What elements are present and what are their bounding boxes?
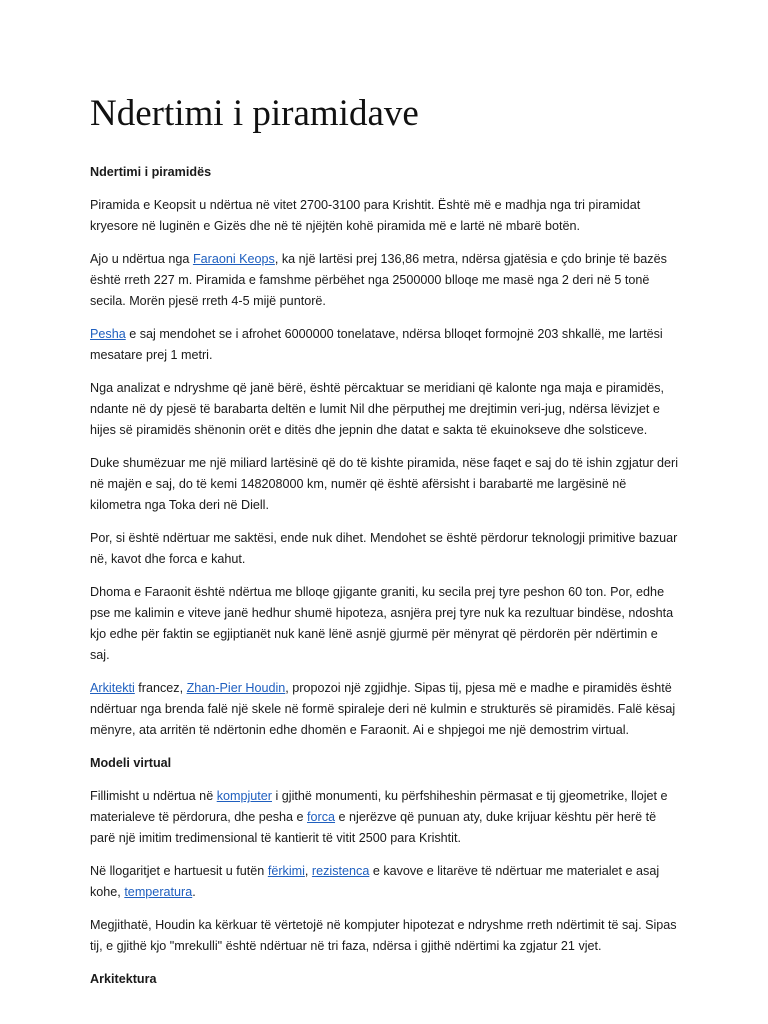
paragraph-calculations <box>90 861 680 903</box>
paragraph-pharaoh-chamber: Dhoma e Faraonit është ndërtua me blloqe gjigante graniti, ku secila prej tyre peshon 60 ton. Por, edhe pse me kalimin e viteve janë hedhur shumë hipoteza, asnjëra prej tyre nuk ka rezultuar bindëse, ndoshta kjo edhe për faktin se egjiptianët nuk kanë lënë asnjë gjurmë për mënyrat që përdorën për ndërtimin e saj. <box>90 585 674 662</box>
paragraph-meridian: Nga analizat e ndryshme që janë bërë, është përcaktuar se meridiani që kalonte nga maja e piramidës, ndante në dy pjesë të barabarta deltën e lumit Nil dhe përputhej me drejtimin veri-jug, ndërsa lëvizjet e hijes së piramidës shënonin orët e ditës dhe jepnin dhe datat e sakta të ekuinokseve dhe solsticeve. <box>90 381 665 437</box>
text-span: i gjithë monumenti, ku përfshiheshin përmasat e tij gjeometrike, llojet e materialeve të përdorura, dhe pesha e <box>90 789 668 824</box>
text-span: Në llogaritjet e hartuesit u futën <box>90 864 268 878</box>
paragraph-keops-dimensions <box>90 249 680 312</box>
section-heading-intro: Ndertimi i piramidës <box>90 165 212 179</box>
text-span: e kavove e litarëve të ndërtuar me materialet e asaj kohe, <box>90 864 660 899</box>
paragraph-technology: Por, si është ndërtuar me saktësi, ende nuk dihet. Mendohet se është përdorur teknologji primitive bazuar në, kavot dhe forca e kahut. <box>90 531 678 566</box>
link-rezistenca[interactable]: rezistenca <box>311 864 370 878</box>
text-span: Fillimisht u ndërtua në <box>90 789 217 803</box>
link-zhan-pier-houdin[interactable]: Zhan-Pier Houdin <box>186 681 286 695</box>
link-kompjuter[interactable]: kompjuter <box>216 789 272 803</box>
section-heading-arkitektura: Arkitektura <box>90 972 157 986</box>
paragraph-houdin-hypotheses: Megjithatë, Houdin ka kërkuar të vërtetojë në kompjuter hipotezat e ndryshme rreth ndërtimit të saj. Sipas tij, e gjithë kjo "mrekulli" është ndërtuar në tri faza, ndërsa i gjithë ndërtimi ka zgjatur 21 vjet. <box>90 918 677 953</box>
text-span: , propozoi një zgjidhje. Sipas tij, pjesa më e madhe e piramidës është ndërtuar nga brenda falë një skele në formë spiraleje deri në kulmin e strukturës së piramidës. Falë kësaj mënyre, ata arritën të ndërtonin edhe dhomën e Faraonit. Ai e shpjegoi me një demostrim virtual. <box>90 681 676 737</box>
section-heading-modeli-virtual: Modeli virtual <box>90 756 172 770</box>
text-span: Ajo u ndërtua nga <box>90 252 193 266</box>
paragraph-architect <box>90 678 680 741</box>
text-span: e njerëzve që punuan aty, duke krijuar kështu për herë të parë një imitim tredimensional të kantierit të vitit 2500 para Krishtit. <box>90 810 657 845</box>
link-forca[interactable]: forca <box>307 810 336 824</box>
document-body <box>90 162 680 1002</box>
link-faraoni-keops[interactable]: Faraoni Keops <box>192 252 275 266</box>
text-span: , <box>304 864 312 878</box>
text-span: . <box>192 885 196 899</box>
link-ferkimi[interactable]: fërkimi <box>267 864 305 878</box>
link-pesha[interactable]: Pesha <box>90 327 126 341</box>
link-temperatura[interactable]: temperatura <box>124 885 193 899</box>
paragraph-keops-intro: Piramida e Keopsit u ndërtua në vitet 2700-3100 para Krishtit. Është më e madhja nga tri piramidat kryesore në luginën e Gizës dhe në të njëjtën kohë piramida më e lartë në mbarë botën. <box>90 198 641 233</box>
paragraph-weight <box>90 324 680 366</box>
paragraph-computer-model <box>90 786 680 849</box>
text-span: , ka një lartësi prej 136,86 metra, ndërsa gjatësia e çdo brinje të bazës është rreth 227 m. Piramida e famshme përbëhet nga 2500000 blloqe me masë nga 2 deri në 5 tonë secila. Morën pjesë rreth 4-5 mijë puntorë. <box>90 252 667 308</box>
link-arkitekti[interactable]: Arkitekti <box>90 681 135 695</box>
paragraph-distance-sun: Duke shumëzuar me një miliard lartësinë që do të kishte piramida, nëse faqet e saj do të ishin zgjatur deri në majën e saj, do të kemi 148208000 km, numër që është afërsisht i barabartë me largësinë në kilometra nga Toka deri në Diell. <box>90 456 679 512</box>
page-title: Ndertimi i piramidave <box>90 93 419 134</box>
text-span: e saj mendohet se i afrohet 6000000 tonelatave, ndërsa blloqet formojnë 203 shkallë, me lartësi mesatare prej 1 metri. <box>90 327 663 362</box>
text-span: francez, <box>134 681 187 695</box>
